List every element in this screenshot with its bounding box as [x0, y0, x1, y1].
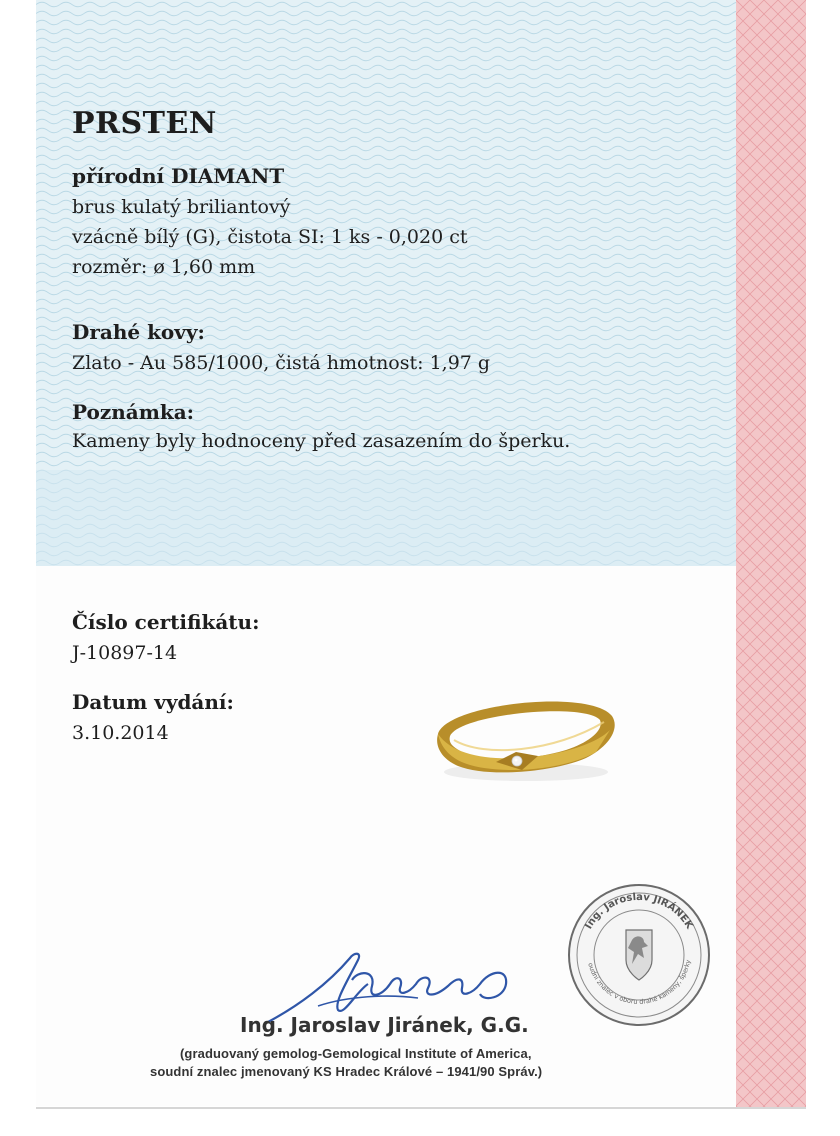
side-ribbon [736, 0, 806, 1108]
ring-photo [414, 648, 634, 838]
seal-ring-text: Ing. Jaroslav JIRÁNEK [583, 891, 695, 932]
signer-note-line2: soudní znalec jmenovaný KS Hradec Králové – 1941/90 Správ.) [150, 1064, 543, 1079]
issue-date-heading: Datum vydání: [72, 690, 234, 714]
metals-heading: Drahé kovy: [72, 320, 205, 344]
seal-stamp [566, 882, 712, 1028]
issue-date-value: 3.10.2014 [72, 722, 169, 744]
certificate-number-heading: Číslo certifikátu: [72, 610, 260, 634]
note-heading: Poznámka: [72, 400, 195, 424]
seal-inner-text: oudní znalec v oboru drahé kameny, šperky [586, 959, 693, 1006]
footer-divider [36, 1107, 806, 1109]
certificate-number-value: J-10897-14 [72, 642, 178, 664]
ribbon-pattern [736, 0, 806, 1108]
signer-name: Ing. Jaroslav Jiránek, G.G. [240, 1013, 529, 1037]
note-value: Kameny byly hodnoceny před zasazením do šperku. [72, 430, 571, 452]
guilloche-pattern [36, 0, 736, 566]
stone-heading: přírodní DIAMANT [72, 164, 285, 188]
stone-quality: vzácně bílý (G), čistota SI: 1 ks - 0,020 ct [72, 226, 468, 248]
guilloche-background [36, 0, 736, 566]
item-title: PRSTEN [72, 106, 217, 141]
stone-size: rozměr: ø 1,60 mm [72, 256, 256, 278]
stone-cut: brus kulatý briliantový [72, 196, 291, 218]
metals-value: Zlato - Au 585/1000, čistá hmotnost: 1,97 g [72, 352, 491, 374]
signer-note-line1: (graduovaný gemolog-Gemological Institute of America, [180, 1046, 532, 1061]
